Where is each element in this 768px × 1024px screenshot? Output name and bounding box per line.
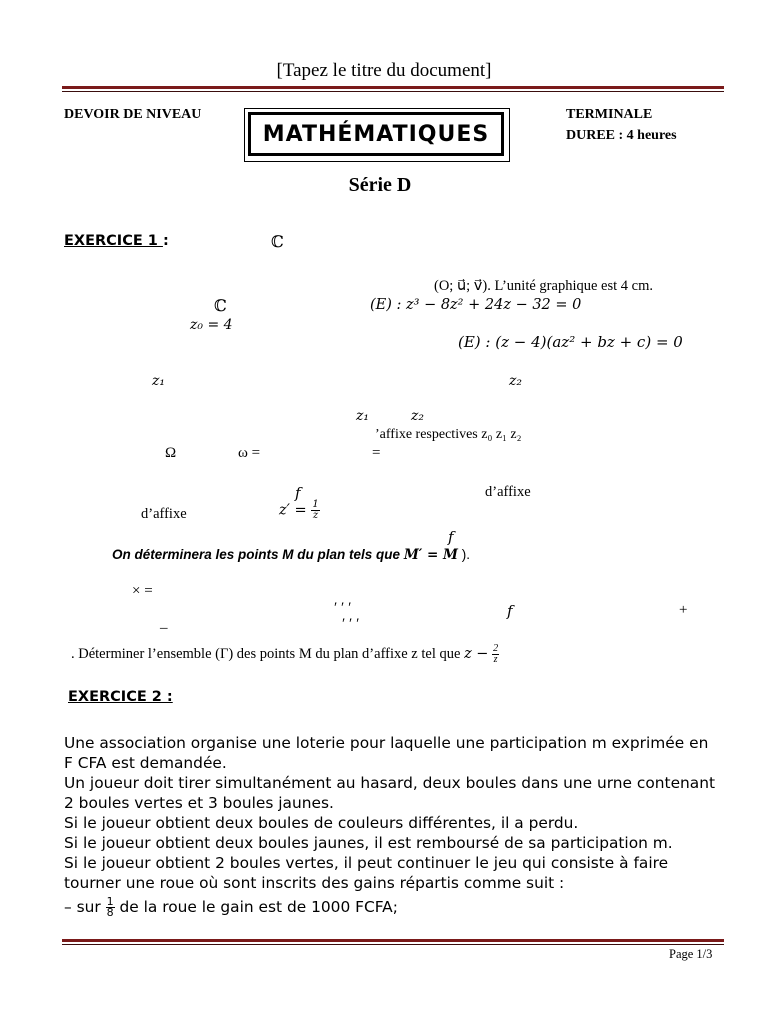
exercise2-line: Si le joueur obtient 2 boules vertes, il peut continuer le jeu qui consiste à faire <box>64 854 669 872</box>
zprime-formula: z′ = $\frac{1}{z̄}$ <box>279 499 319 521</box>
primes-row-1: ′ ′ ′ <box>334 600 352 616</box>
page-number: Page 1/3 <box>669 947 713 961</box>
primes-row-2: ′ ′ ′ <box>342 616 360 632</box>
omega-point: Ω <box>165 445 177 461</box>
exercise2-line: F CFA est demandée. <box>64 754 227 772</box>
z0-value: z₀ = 4 <box>190 317 233 333</box>
instruction-fixed-points: On déterminera les points M du plan tels que M′ = M ). <box>112 547 471 563</box>
subject-title: MATHÉMATIQUES <box>262 121 490 147</box>
question-gamma: . Déterminer l’ensemble (Γ) des points M du plan d’affixe z tel que z − $\frac{2}{z}$ <box>71 643 499 665</box>
frame-text: (O; u⃗; v⃗). L’unité graphique est 4 cm. <box>434 278 653 294</box>
equation-factorised: (E) : (z − 4)(az² + bz + c) = 0 <box>458 333 683 351</box>
serie-title: Série D <box>348 174 412 196</box>
daffixe-left: d’affixe <box>141 506 187 522</box>
footer-rule-thick <box>62 939 724 942</box>
function-f-3: f <box>507 602 513 620</box>
exercise2-last-line: – sur $\frac{1}{8}$ de la roue le gain est de 1000 FCFA; <box>64 895 398 919</box>
z1-root: z₁ <box>152 373 165 389</box>
equation-E: (E) : z³ − 8z² + 24z − 32 = 0 <box>370 297 582 313</box>
function-f: f <box>295 484 301 502</box>
duration: DUREE : 4 heures <box>566 128 677 143</box>
header-rule-thick <box>62 86 724 89</box>
exercise1-heading: EXERCICE 1 : <box>64 233 169 249</box>
exercise2-heading: EXERCICE 2 : <box>68 689 173 705</box>
exercise2-line: Si le joueur obtient deux boules jaunes, il est remboursé de sa participation m. <box>64 834 673 852</box>
level-label: DEVOIR DE NIVEAU <box>64 107 202 122</box>
header-rule-thin <box>62 91 724 92</box>
affixe-respectives: ’affixe respectives z₀ z₁ z₂ <box>375 427 522 442</box>
subject-box-inner <box>248 112 504 156</box>
document-title: [Tapez le titre du document] <box>276 60 492 81</box>
exercise2-line: Une association organise une loterie pour laquelle une participation m exprimée en <box>64 734 709 752</box>
z2-root: z₂ <box>509 373 522 389</box>
complex-set-symbol: ℂ <box>271 234 284 251</box>
dash-sign: – <box>160 620 168 636</box>
equals-sign: = <box>372 445 381 461</box>
class-level: TERMINALE <box>566 107 653 122</box>
exercise2-line: Un joueur doit tirer simultanément au hasard, deux boules dans une urne contenant <box>64 774 716 792</box>
complex-set-symbol-2: ℂ <box>214 298 227 315</box>
exercise2-line: Si le joueur obtient deux boules de couleurs différentes, il a perdu. <box>64 814 579 832</box>
exercise2-text <box>64 733 724 918</box>
exercise2-line: 2 boules vertes et 3 boules jaunes. <box>64 794 334 812</box>
footer-rule-thin <box>62 944 724 945</box>
exercise2-line: tourner une roue où sont inscrits des gains répartis comme suit : <box>64 874 565 892</box>
plus-sign: + <box>679 602 688 618</box>
z2-point: z₂ <box>411 408 424 424</box>
z1-point: z₁ <box>356 408 369 424</box>
omega-equation: ω = <box>238 445 261 461</box>
daffixe-right: d’affixe <box>485 484 531 500</box>
function-f-2: f <box>448 528 454 546</box>
times-equals: × = <box>132 583 153 599</box>
